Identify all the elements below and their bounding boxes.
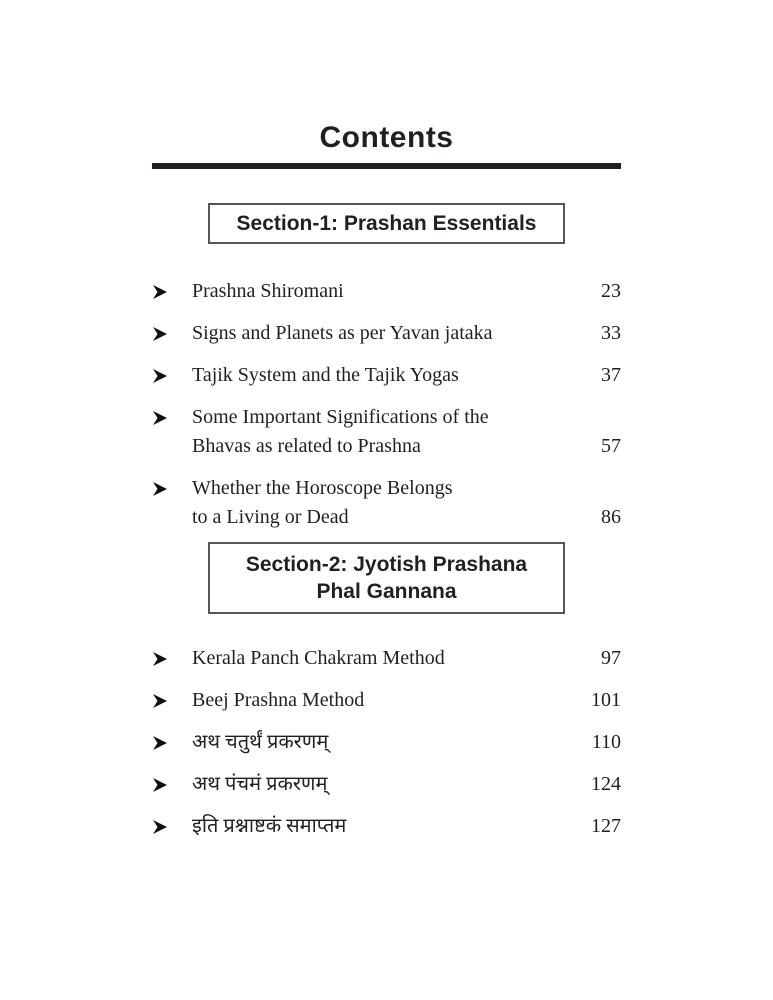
toc-entry-line: Signs and Planets as per Yavan jataka	[192, 322, 493, 344]
toc-entry-line: Prashna Shiromani	[192, 280, 344, 302]
toc-entry	[152, 770, 621, 799]
toc-entry-page-number: 110	[591, 731, 621, 753]
toc-entry-line: इति प्रश्नाष्टकं समाप्तम	[192, 815, 347, 837]
section-1-toc-list	[152, 277, 621, 532]
toc-entry-page-number: 37	[601, 364, 621, 386]
section-1-heading-box	[208, 203, 565, 244]
toc-entry-title	[192, 770, 579, 799]
toc-entry	[152, 812, 621, 841]
toc-entry-page-number: 97	[601, 647, 621, 669]
arrowhead-right-icon	[152, 474, 192, 503]
toc-entry-line: Tajik System and the Tajik Yogas	[192, 364, 459, 386]
toc-entry-line: Kerala Panch Chakram Method	[192, 647, 445, 669]
toc-entry-line: अथ पंचमं प्रकरणम्	[192, 773, 328, 795]
arrowhead-right-icon	[152, 361, 192, 390]
toc-entry-line: Bhavas as related to Prashna	[192, 435, 421, 457]
toc-entry-line: to a Living or Dead	[192, 506, 349, 528]
toc-entry-title	[192, 686, 579, 715]
toc-entry	[152, 474, 621, 532]
toc-entry-line: अथ चतुर्थं प्रकरणम्	[192, 731, 329, 753]
section-2-heading-line-2: Phal Gannana	[316, 580, 457, 603]
toc-entry-page-number: 57	[601, 435, 621, 457]
toc-entry-title	[192, 403, 589, 461]
arrowhead-right-icon	[152, 728, 192, 757]
arrowhead-right-icon	[152, 686, 192, 715]
section-2-heading-box	[208, 542, 565, 614]
toc-entry	[152, 686, 621, 715]
arrowhead-right-icon	[152, 319, 192, 348]
section-2-heading-line-1: Section-2: Jyotish Prashana	[245, 553, 528, 576]
toc-entry-title	[192, 319, 589, 348]
arrowhead-right-icon	[152, 644, 192, 673]
toc-entry-page-number: 127	[591, 815, 621, 837]
toc-entry-title	[192, 361, 589, 390]
arrowhead-right-icon	[152, 770, 192, 799]
toc-entry	[152, 319, 621, 348]
toc-entry	[152, 403, 621, 461]
toc-entry	[152, 361, 621, 390]
toc-entry-page-number: 86	[601, 506, 621, 528]
toc-entry-page-number: 101	[591, 689, 621, 711]
toc-entry-page-number: 23	[601, 280, 621, 302]
toc-entry	[152, 277, 621, 306]
toc-entry	[152, 644, 621, 673]
section-2-toc-list	[152, 644, 621, 841]
arrowhead-right-icon	[152, 403, 192, 432]
toc-entry-line: Beej Prashna Method	[192, 689, 365, 711]
title-rule	[152, 163, 621, 169]
toc-entry-page-number: 33	[601, 322, 621, 344]
toc-entry-line: Some Important Significations of the	[192, 406, 489, 428]
toc-entry	[152, 728, 621, 757]
page-title: Contents	[319, 121, 454, 154]
toc-entry-title	[192, 644, 589, 673]
section-1-heading: Section-1: Prashan Essentials	[236, 212, 537, 235]
toc-entry-line: Whether the Horoscope Belongs	[192, 477, 453, 499]
arrowhead-right-icon	[152, 812, 192, 841]
toc-entry-title	[192, 474, 589, 532]
toc-entry-title	[192, 812, 579, 841]
toc-entry-page-number: 124	[591, 773, 621, 795]
toc-entry-title	[192, 728, 580, 757]
toc-entry-title	[192, 277, 589, 306]
arrowhead-right-icon	[152, 277, 192, 306]
